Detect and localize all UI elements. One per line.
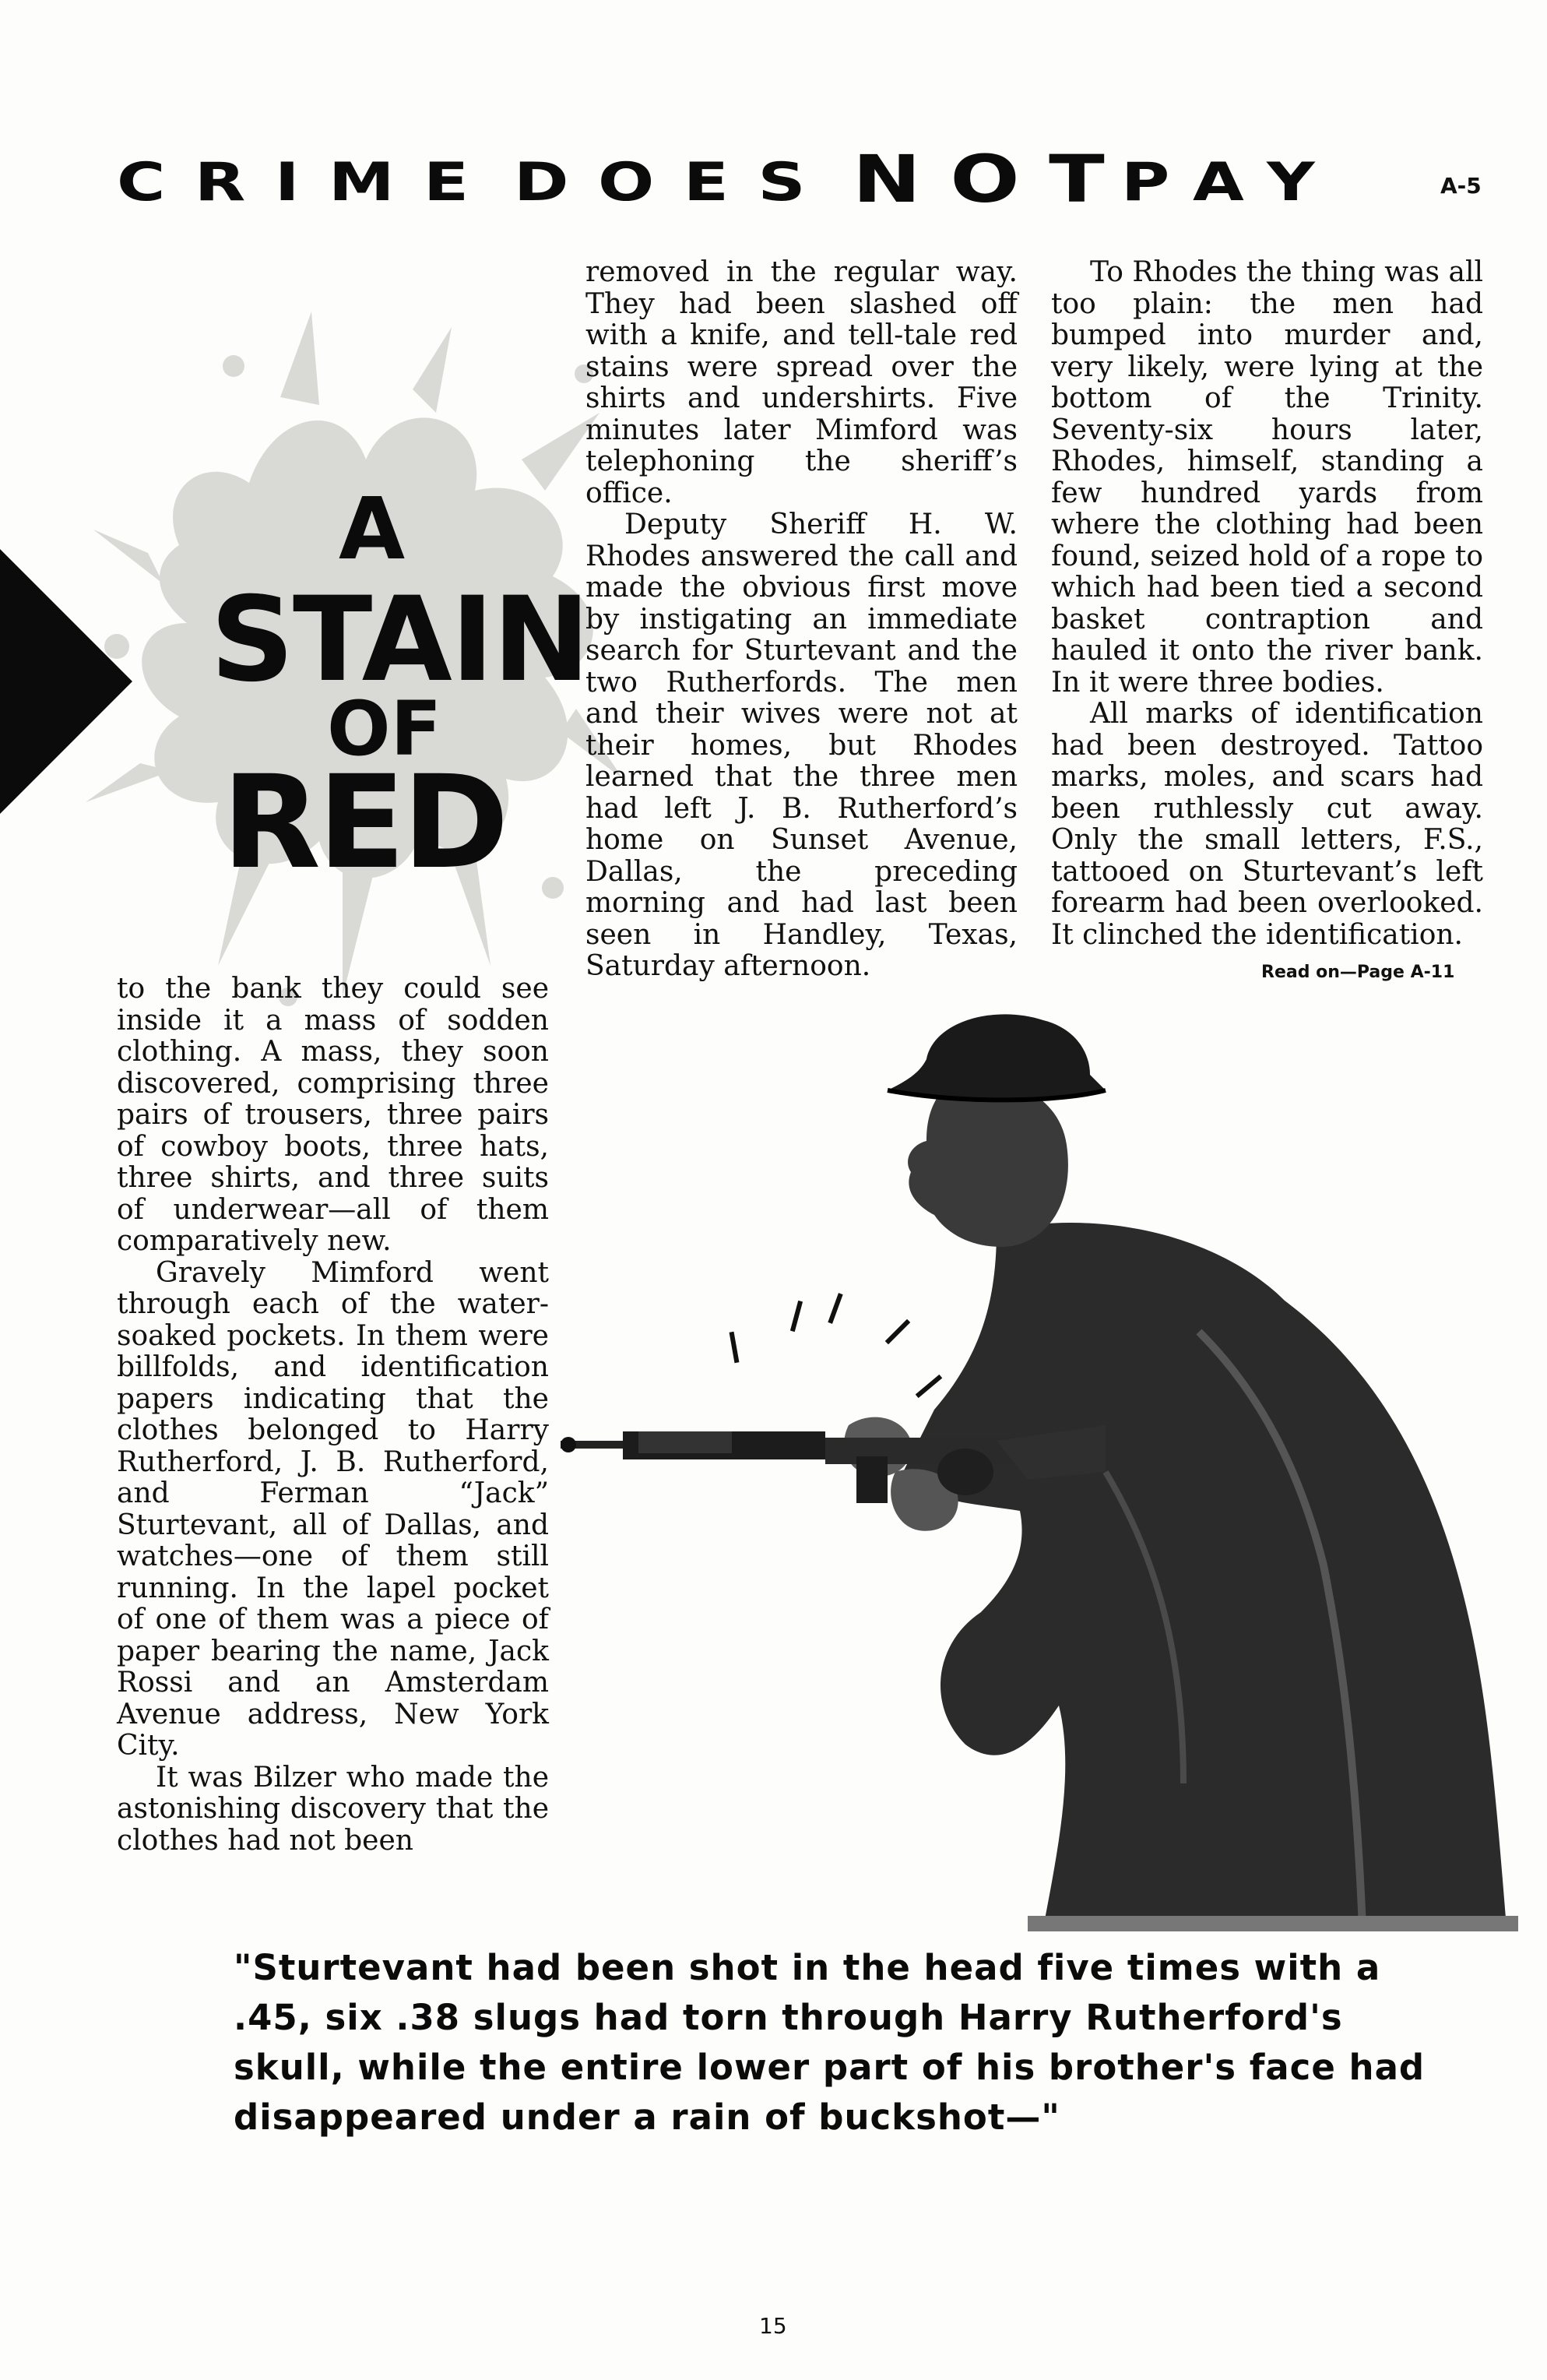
masthead-word-crime: CRIME <box>117 152 498 213</box>
article-column-middle <box>585 257 1018 983</box>
page-number: 15 <box>759 2313 787 2339</box>
read-on-link[interactable]: Read on—Page A-11 <box>1261 963 1455 982</box>
title-line-a: A <box>339 479 406 579</box>
paragraph: To Rhodes the thing was all too plain: the men had bumped into murder and, very likely, were lying at the bottom of the Trinity. Seventy-six hours later, Rhodes, himself, standing a few hundred yards from where the clothing had been found, seized hold of a rope to which had been tied a second basket contraption and hauled it onto the river bank. In it were three bodies. <box>1051 256 1483 699</box>
masthead-word-not: NOT <box>853 141 1134 217</box>
masthead-word-pay: PAY <box>1121 152 1345 213</box>
masthead-word-does: DOES <box>514 152 835 213</box>
title-line-stain: STAIN <box>210 572 589 708</box>
article-column-right <box>1051 257 1483 951</box>
masthead <box>117 141 1471 222</box>
paragraph: All marks of identification had been destroyed. Tattoo marks, moles, and scars had been ruthlessly cut away. Only the small letters, F.S., tattooed on Sturtevant’s left forearm had been overlooked. It clinched the identification. <box>1051 698 1483 951</box>
title-line-red: RED <box>222 748 506 897</box>
paragraph: removed in the regular way. They had been slashed off with a knife, and tell-tale red stains were spread over the shirts and undershirts. Five minutes later Mimford was telephoning the sheriff’s office. <box>585 256 1018 509</box>
article-column-left <box>117 973 549 1857</box>
gangster-with-tommy-gun-icon <box>561 1005 1518 1931</box>
pull-quote: "Sturtevant had been shot in the head five times with a .45, six .38 slugs had torn through Harry Rutherford's skull, while the entire lower part of his brother's face had disappeared under a rain of buckshot—" <box>234 1947 1426 2138</box>
page-code: A-5 <box>1440 173 1482 199</box>
paragraph: It was Bilzer who made the astonishing discovery that the clothes had not been <box>117 1761 549 1857</box>
paragraph: to the bank they could see inside it a mass of sodden clothing. A mass, they soon discovered, comprising three pairs of trousers, three pairs of cowboy boots, three hats, three shirts, and three suits of underwear—all of them comparatively new. <box>117 973 549 1257</box>
paragraph: Deputy Sheriff H. W. Rhodes answered the call and made the obvious first move by instigating an immediate search for Sturtevant and the two Rutherfords. The men and their wives were not at their homes, but Rhodes learned that the three men had left J. B. Rutherford’s home on Sunset Avenue, Dallas, the preceding morning and had last been seen in Handley, Texas, Saturday afternoon. <box>585 509 1018 982</box>
paragraph: Gravely Mimford went through each of the water-soaked pockets. In them were billfolds, and identification papers indicating that the clothes belonged to Harry Rutherford, J. B. Rutherford, and Ferman “Jack” Sturtevant, all of Dallas, and watches—one of them still running. In the lapel pocket of one of them was a piece of paper bearing the name, Jack Rossi and an Amsterdam Avenue address, New York City. <box>117 1256 549 1762</box>
title-line-of: OF <box>327 685 442 773</box>
